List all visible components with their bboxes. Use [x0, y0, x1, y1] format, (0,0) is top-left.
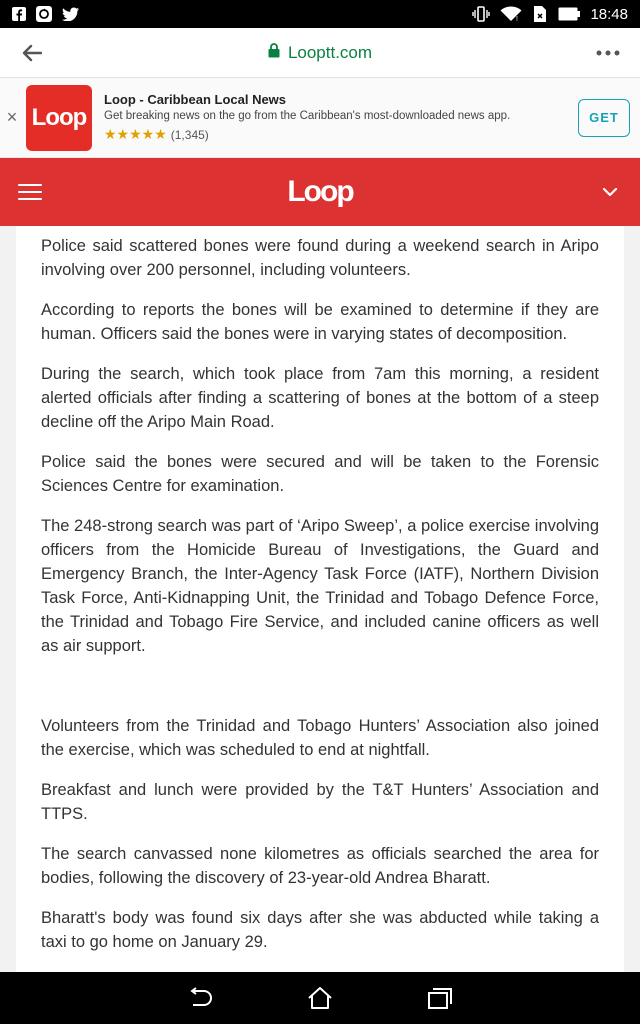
battery-icon: [558, 7, 580, 21]
article-paragraph: Breakfast and lunch were provided by the T&T Hunters’ Association and TTPS.: [41, 781, 599, 823]
url-bar[interactable]: [268, 43, 372, 63]
app-install-banner: [0, 78, 640, 158]
star-rating-icon: ★★★★★: [104, 126, 167, 142]
twitter-icon: [62, 7, 80, 21]
back-icon[interactable]: [180, 978, 220, 1018]
hamburger-menu-icon[interactable]: [18, 184, 42, 200]
article-paragraph: Bharatt's body was found six days after she was abducted while taking a taxi to go home on January 29.: [41, 909, 599, 951]
article-body: [16, 226, 624, 972]
browser-toolbar: [0, 28, 640, 78]
article-paragraph: According to reports the bones will be examined to determine if they are human. Officers said the bones were in varying states of decomposition.: [41, 301, 599, 343]
facebook-icon: [12, 7, 26, 21]
app-logo: [26, 85, 92, 151]
vibrate-icon: [472, 6, 490, 22]
article-paragraph: During the search, which took place from 7am this morning, a resident alerted officials after finding a scattering of bones at the bottom of a steep decline off the Aripo Main Road.: [41, 365, 599, 431]
article-paragraph: The search canvassed none kilometres as officials searched the area for bodies, following the discovery of 23-year-old Andrea Bharatt.: [41, 845, 599, 887]
url-text: Looptt.com: [287, 42, 373, 62]
recents-icon[interactable]: [420, 978, 460, 1018]
home-icon[interactable]: [300, 978, 340, 1018]
paragraph-spacer: [41, 674, 599, 714]
chevron-down-icon[interactable]: [598, 180, 622, 204]
back-arrow-icon[interactable]: [18, 39, 46, 67]
svg-text:!: !: [516, 16, 519, 22]
lock-icon: [268, 43, 280, 63]
article-paragraph: Police said the bones were secured and will be taken to the Forensic Sciences Centre for examination.: [41, 453, 599, 495]
sync-icon: [36, 6, 52, 22]
status-left-icons: [12, 6, 80, 22]
rating-count: (1,345): [170, 127, 209, 142]
status-right-icons: [472, 5, 628, 23]
more-options-icon[interactable]: [594, 39, 622, 67]
app-logo-text: Loop: [31, 103, 87, 131]
get-app-button[interactable]: GET: [578, 99, 630, 137]
status-bar: [0, 0, 640, 28]
site-header: [0, 158, 640, 226]
system-nav-bar: [0, 972, 640, 1024]
article-paragraph: The 248-strong search was part of ‘Aripo Sweep’, a police exercise involving officers from the Homicide Bureau of Investigations, the Guard and Emergency Branch, the Inter-Agency Task Force (IATF), Northern Division Task Force, Anti-Kidnapping Unit, the Trinidad and Tobago Defence Force, the Trinidad and Tobago Fire Service, and included canine officers as well as air support.: [41, 517, 599, 655]
content-area[interactable]: [0, 226, 640, 972]
article-paragraph: Police said scattered bones were found during a weekend search in Aripo involving over 200 personnel, including volunteers.: [41, 237, 599, 279]
site-logo[interactable]: Loop: [287, 175, 353, 208]
article-paragraph: Volunteers from the Trinidad and Tobago Hunters’ Association also joined the exercise, which was scheduled to end at nightfall.: [41, 717, 599, 759]
banner-close-icon[interactable]: ×: [6, 107, 18, 127]
app-info: [104, 92, 578, 143]
app-title: Loop - Caribbean Local News: [104, 92, 287, 107]
sim-icon: [532, 5, 548, 23]
wifi-icon: [500, 6, 522, 22]
app-rating: [104, 126, 578, 143]
clock: 18:48: [590, 5, 628, 23]
app-description: Get breaking news on the go from the Caribbean's most-downloaded news app.: [104, 110, 511, 122]
